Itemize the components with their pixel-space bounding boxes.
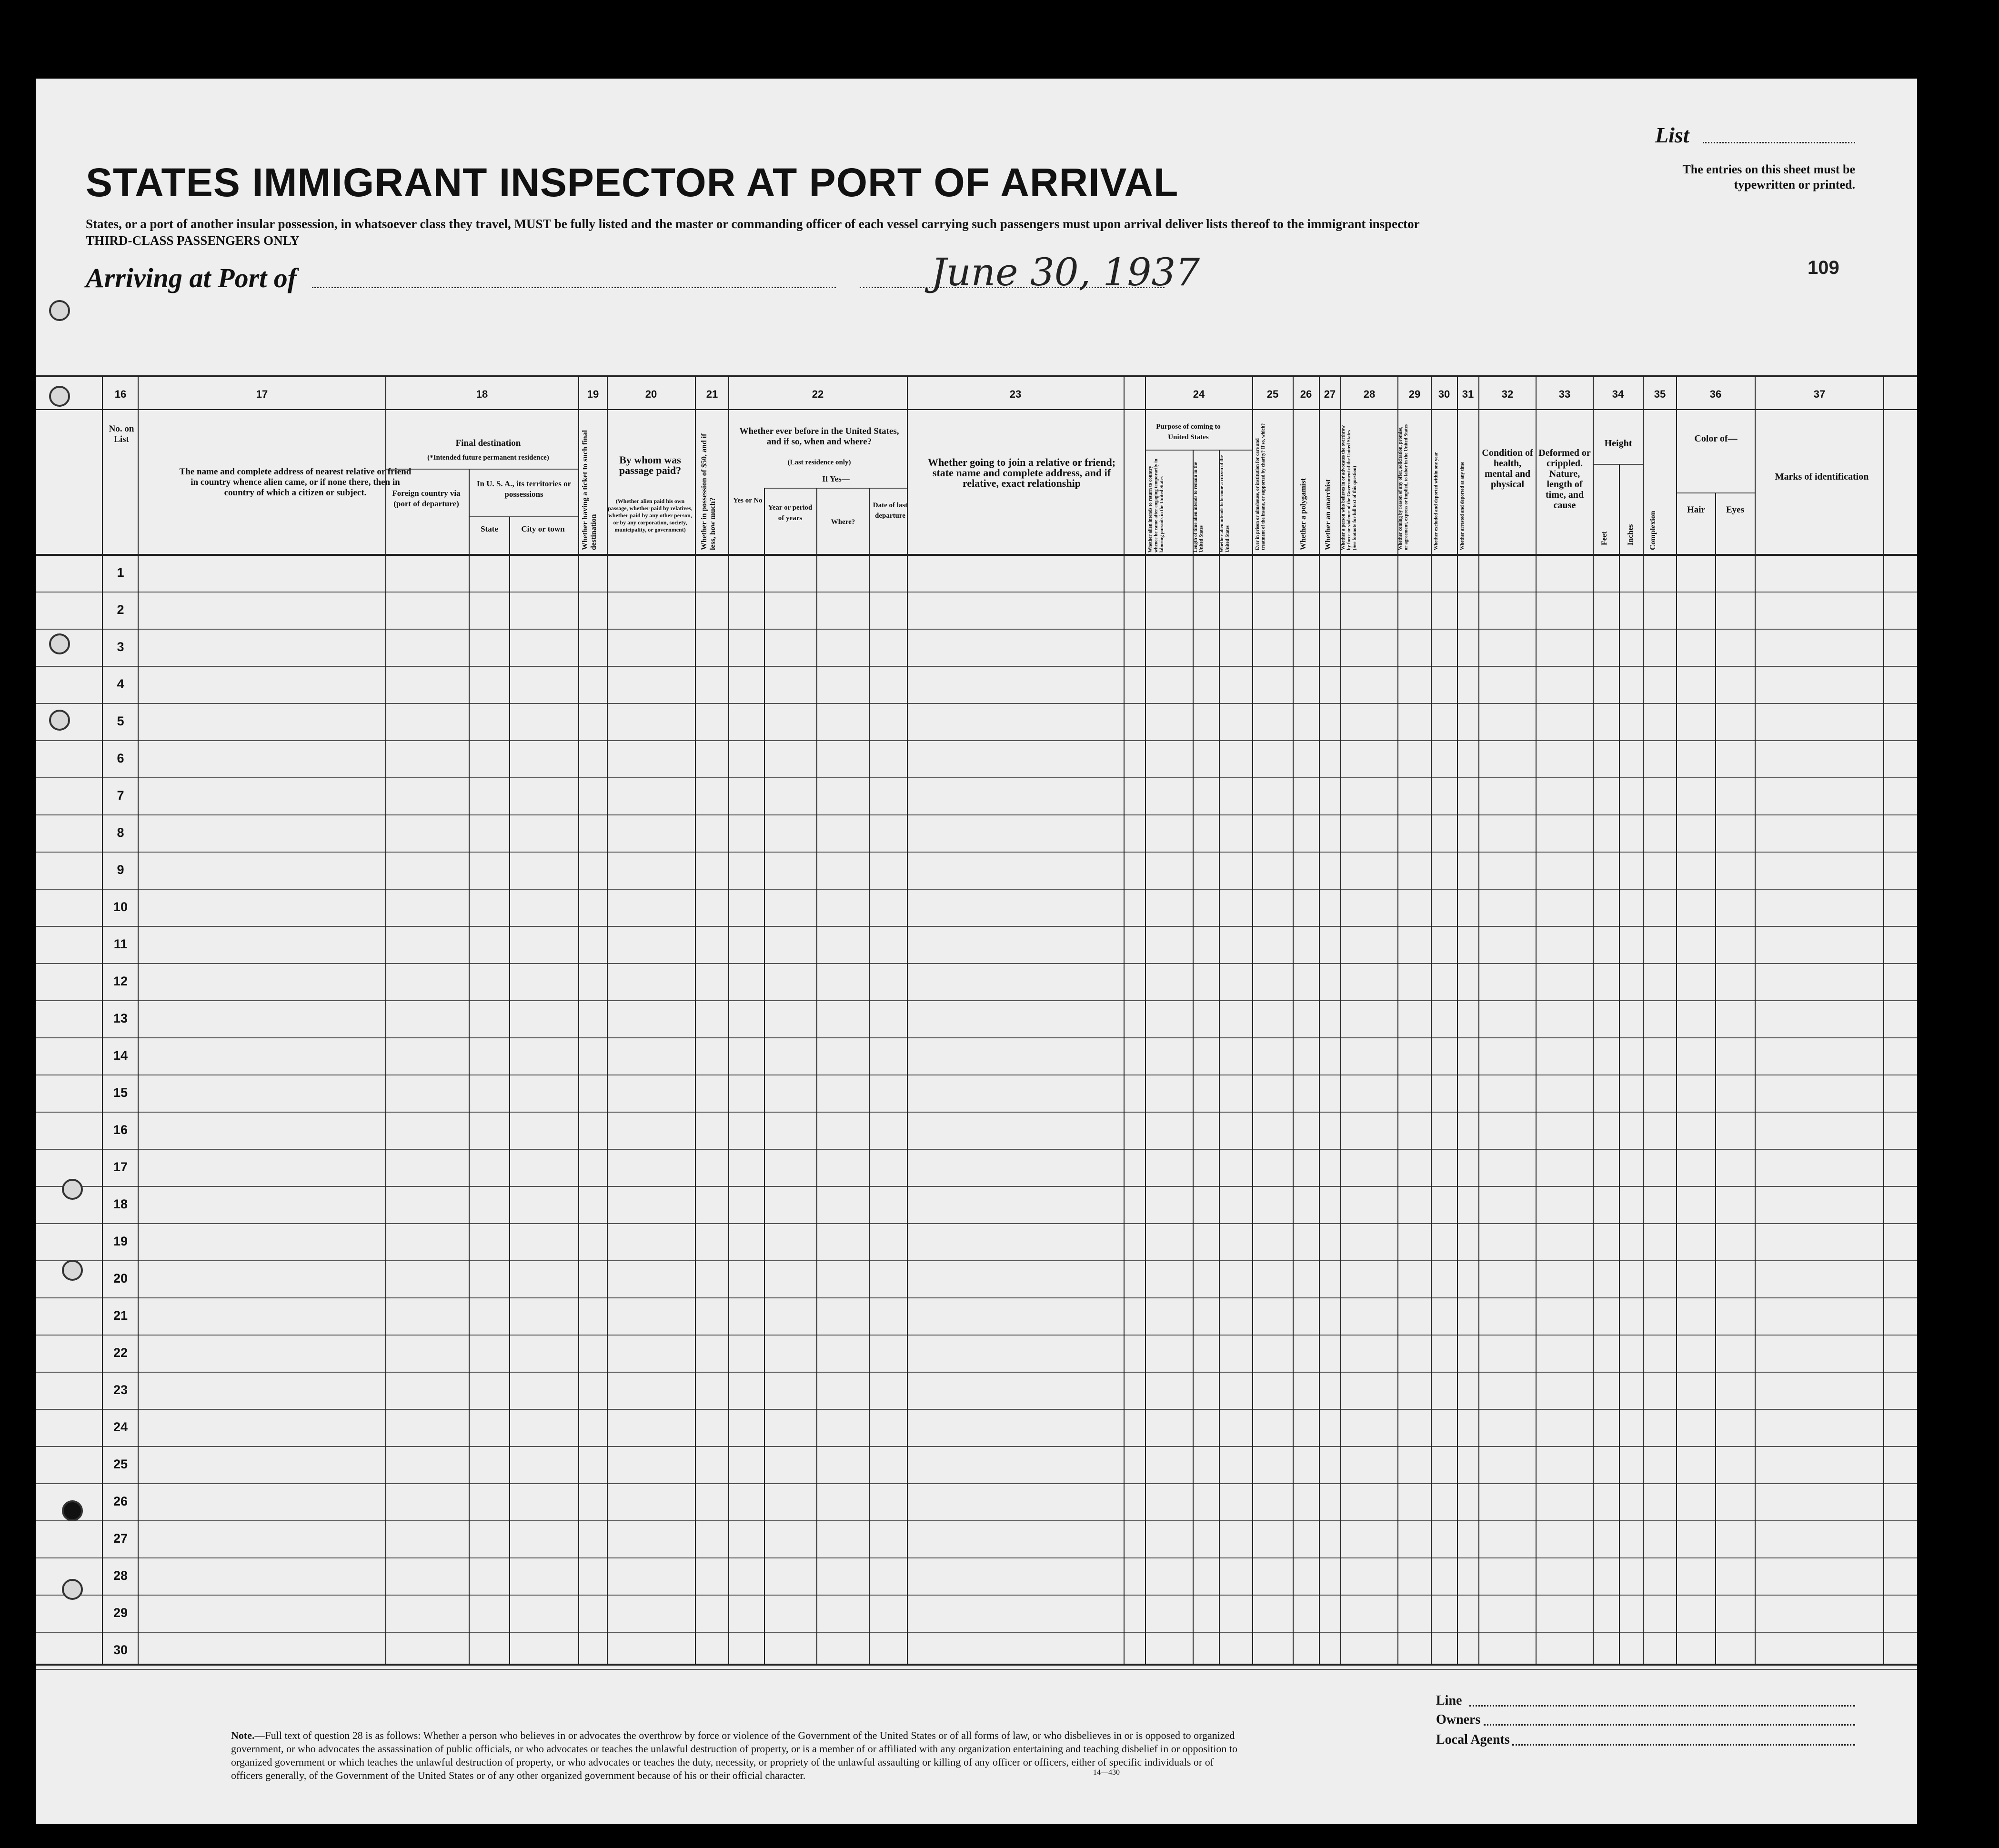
row-number: 14 <box>113 1048 128 1063</box>
row-number: 5 <box>117 714 124 728</box>
binder-hole <box>62 1179 83 1200</box>
handwritten-date: June 30, 1937 <box>931 250 1200 294</box>
row-number: 25 <box>113 1457 128 1471</box>
header-c34-feet: Feet <box>1600 531 1608 545</box>
manifest-sheet <box>36 79 1917 1824</box>
row-number: 17 <box>113 1160 128 1174</box>
column-number: 16 <box>114 388 127 400</box>
binder-hole <box>49 633 70 654</box>
row-number: 19 <box>113 1234 128 1248</box>
column-number: 22 <box>812 388 824 400</box>
header-c18-state: State <box>481 524 498 533</box>
header-c24: Purpose of coming to United States <box>1156 423 1221 441</box>
header-c21: Whether in possession of $50, and if less, how much? <box>700 433 717 550</box>
binder-hole <box>62 1260 83 1281</box>
row-number: 18 <box>113 1197 128 1211</box>
header-c26: Whether a polygamist <box>1299 478 1307 550</box>
header-c29: Whether coming by reason of any offer, solicitation, promise, or agreement, express or implied, to labor in the United States <box>1398 424 1409 550</box>
row-number: 30 <box>113 1643 128 1657</box>
column-number: 29 <box>1408 388 1421 400</box>
header-c22-where: Where? <box>831 518 855 526</box>
list-label: List <box>1655 123 1689 147</box>
row-number: 9 <box>117 863 124 877</box>
column-number: 37 <box>1813 388 1826 400</box>
header-c34: Height <box>1604 438 1632 449</box>
page-number: 109 <box>1808 257 1839 278</box>
header-c16: No. on List <box>109 424 134 444</box>
column-number: 27 <box>1324 388 1336 400</box>
row-number: 21 <box>113 1308 128 1323</box>
column-number: 19 <box>587 388 599 400</box>
port-field[interactable] <box>312 287 836 288</box>
header-c28: Whether a person who believes in or advocates the overthrow by force or violence of the Government of the United States (See footnote for full text of this question) <box>1341 425 1357 550</box>
column-number: 24 <box>1193 388 1205 400</box>
header-c22-years: Year or period of years <box>768 504 813 522</box>
header-c35: Complexion <box>1649 511 1657 550</box>
table-grid <box>36 79 1917 1824</box>
header-c36: Color of— <box>1694 433 1738 444</box>
row-number: 27 <box>113 1531 128 1546</box>
header-c24-a: Whether alien intends to return to country whence he came after engaging temporarily in laboring pursuits in the United States <box>1148 459 1165 552</box>
binder-hole <box>49 300 70 321</box>
header-c24-b: Length of time alien intends to remain in the United States <box>1193 462 1204 552</box>
binder-hole <box>49 710 70 731</box>
row-number: 1 <box>117 565 124 580</box>
row-number: 26 <box>113 1494 128 1508</box>
header-c22-yesno: Yes or No <box>733 497 763 504</box>
row-number: 23 <box>113 1383 128 1397</box>
row-number: 4 <box>117 677 124 691</box>
note-text: —Full text of question 28 is as follows: Whether a person who believes in or advocates the overthrow by force or violence of the Government of the United States or of all forms of law, or who disbelieves in or is opposed to organized government, or who advocates the assassination of public officials, or who advocates or teaches the unlawful destruction of property, or is a member of or affiliated with any organization entertaining and teaching disbelief in or opposition to organized government or which teaches the unlawful destruction of property, or who advocates or teaches the duty, necessity, or propriety of the unlawful assaulting or killing of any officer or officers, either of specific individuals or of officers generally, of the Government of the United States or of any other organized government because of his or their official character. <box>231 1729 1238 1781</box>
column-number: 28 <box>1363 388 1376 400</box>
port-label: Arriving at Port of <box>86 262 297 293</box>
header-c25: Ever in prison or almshouse, or institution for care and treatment of the insane, or supported by charity? If so, which? <box>1255 423 1266 550</box>
header-c36-eyes: Eyes <box>1726 505 1744 515</box>
column-number: 30 <box>1438 388 1450 400</box>
column-number: 17 <box>256 388 268 400</box>
row-number: 24 <box>113 1420 128 1434</box>
row-number: 12 <box>113 974 128 988</box>
header-c27: Whether an anarchist <box>1324 479 1332 550</box>
header-c23: Whether going to join a relative or friend; state name and complete address, and if relative, exact relationship <box>927 456 1116 489</box>
agents-label: Local Agents <box>1436 1732 1510 1747</box>
binder-hole <box>49 386 70 407</box>
row-number: 8 <box>117 825 124 840</box>
row-number: 15 <box>113 1085 128 1100</box>
header-c17: The name and complete address of nearest relative or friend in country whence alien came, or if none there, then in country of which a citizen or subject. <box>179 467 412 498</box>
row-number: 28 <box>113 1568 128 1583</box>
header-c22: Whether ever before in the United States, and if so, when and where? <box>739 426 899 447</box>
column-number: 23 <box>1009 388 1022 400</box>
header-c36-hair: Hair <box>1687 505 1705 515</box>
column-number: 32 <box>1501 388 1514 400</box>
column-number: 33 <box>1558 388 1571 400</box>
agents-field[interactable] <box>1512 1744 1855 1746</box>
header-c37: Marks of identification <box>1775 472 1869 482</box>
row-number: 16 <box>113 1123 128 1137</box>
row-number: 6 <box>117 751 124 765</box>
header-c22-note: (Last residence only) <box>787 459 851 466</box>
row-number: 11 <box>113 937 128 951</box>
row-number: 29 <box>113 1606 128 1620</box>
header-c33: Deformed or crippled. Nature, length of time, and cause <box>1538 448 1591 511</box>
header-c22-ifyes: If Yes— <box>822 474 850 483</box>
row-number: 7 <box>117 788 124 803</box>
row-number: 10 <box>113 900 128 914</box>
header-c24-c: Whether alien intends to become a citizen of the United States <box>1219 455 1230 552</box>
class-line: THIRD-CLASS PASSENGERS ONLY <box>86 233 300 248</box>
owners-label: Owners <box>1436 1712 1481 1727</box>
owners-field[interactable] <box>1484 1724 1855 1726</box>
column-number: 34 <box>1612 388 1624 400</box>
column-number: 21 <box>706 388 718 400</box>
column-number: 20 <box>645 388 657 400</box>
column-number: 35 <box>1654 388 1666 400</box>
column-number: 26 <box>1300 388 1312 400</box>
header-c20-note: (Whether alien paid his own passage, whether paid by relatives, whether paid by any other person, or by any corporation, society, municipality, or government) <box>608 498 693 533</box>
row-number: 2 <box>117 603 124 617</box>
column-number: 36 <box>1709 388 1722 400</box>
header-c34-inches: Inches <box>1627 524 1635 545</box>
form-number: 14—430 <box>1093 1768 1120 1777</box>
header-c18: Final destination <box>455 438 521 448</box>
header-c30: Whether excluded and deported within one year <box>1434 452 1439 550</box>
header-c18-foreign: Foreign country via (port of departure) <box>392 489 461 508</box>
header-c19: Whether having a ticket to such final destination <box>581 430 598 550</box>
note-label: Note. <box>231 1729 255 1741</box>
list-field[interactable] <box>1703 142 1855 143</box>
header-c18-note: (*Intended future permanent residence) <box>427 454 549 462</box>
footnote <box>231 1729 1241 1782</box>
header-c18-city: City or town <box>521 524 565 533</box>
header-c31: Whether arrested and deported at any time <box>1460 462 1465 550</box>
row-number: 22 <box>113 1346 128 1360</box>
binder-hole <box>62 1579 83 1600</box>
header-c20: By whom was passage paid? <box>619 454 682 476</box>
page-title: STATES IMMIGRANT INSPECTOR AT PORT OF ARRIVAL <box>86 160 1179 205</box>
sheet-instructions: The entries on this sheet must be typewritten or printed. <box>1682 162 1855 191</box>
binder-hole <box>62 1500 83 1521</box>
header-c32: Condition of health, mental and physical <box>1482 448 1533 490</box>
header-c22-date: Date of last departure <box>873 502 908 520</box>
subtitle: States, or a port of another insular possession, in whatsoever class they travel, MUST be fully listed and the master or commanding officer of each vessel carrying such passengers must upon arrival deliver lists thereof to the immigrant inspector <box>86 217 1420 231</box>
row-number: 3 <box>117 640 124 654</box>
column-number: 31 <box>1462 388 1474 400</box>
column-number: 18 <box>476 388 488 400</box>
line-label: Line <box>1436 1693 1462 1708</box>
row-number: 20 <box>113 1271 128 1286</box>
row-number: 13 <box>113 1011 128 1025</box>
column-number: 25 <box>1266 388 1279 400</box>
line-field[interactable] <box>1469 1705 1855 1707</box>
header-c18-usa: In U. S. A., its territories or possessions <box>476 479 572 499</box>
